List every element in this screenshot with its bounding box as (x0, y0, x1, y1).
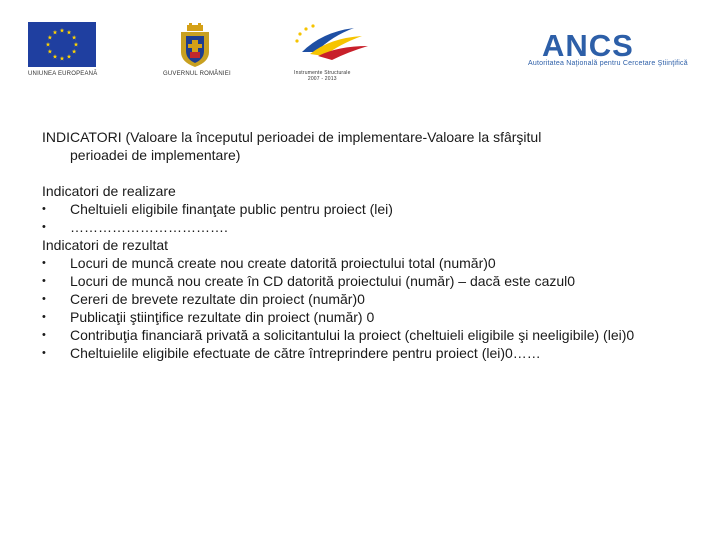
bullet-icon: • (42, 257, 46, 269)
eu-flag-icon (28, 22, 96, 67)
list-item (42, 290, 692, 308)
list-item-text: Locuri de muncă create nou create datorită proiectului total (număr)0 (70, 255, 496, 271)
realizare-heading: Indicatori de realizare (42, 183, 176, 199)
rezultat-heading: Indicatori de rezultat (42, 237, 169, 253)
list-item-text: Cheltuielile eligibile efectuate de către întreprindere pentru proiect (lei)0…… (70, 345, 541, 361)
ro-caption-line1: Instrumente Structurale (294, 70, 351, 76)
list-item (42, 200, 692, 218)
list-item (42, 344, 692, 362)
list-item-text: Publicaţii ştiinţifice rezultate din proiect (număr) 0 (70, 309, 375, 325)
bullet-icon: • (42, 311, 46, 323)
list-item (42, 272, 692, 290)
ancs-caption: Autoritatea Naţională pentru Cercetare Ştiinţifică (528, 60, 688, 67)
bullet-icon: • (42, 347, 46, 359)
list-item (42, 308, 692, 326)
bullet-icon: • (42, 221, 46, 233)
ancs-logo (542, 30, 664, 60)
romanian-coat-of-arms-icon (178, 22, 212, 68)
list-item (42, 326, 692, 344)
list-item-text: Contribuţia financiară privată a solicitantului la proiect (cheltuieli eligibile şi neeligibile) (lei)0 (70, 327, 635, 343)
eu-caption: UNIUNEA EUROPEANĂ (28, 71, 98, 77)
title-line-2: perioadei de implementare) (70, 147, 241, 163)
spacer (42, 164, 692, 182)
ro-caption-line2: 2007 - 2013 (307, 76, 337, 82)
bullet-icon: • (42, 293, 46, 305)
list-item (42, 254, 692, 272)
list-item (42, 218, 692, 236)
title-line-1: INDICATORI (Valoare la începutul perioadei de implementare-Valoare la sfârşitul (42, 129, 542, 145)
bullet-icon: • (42, 203, 46, 215)
ancs-logo-text: ANCS (542, 30, 634, 60)
list-item-text: ……………………………. (70, 219, 228, 235)
list-item-text: Locuri de muncă nou create în CD datorită proiectului (număr) – dacă este cazul0 (70, 273, 576, 289)
bullet-icon: • (42, 329, 46, 341)
list-item-text: Cheltuieli eligibile finanţate public pentru proiect (lei) (70, 201, 393, 217)
bullet-icon: • (42, 275, 46, 287)
gov-caption: GUVERNUL ROMÂNIEI (163, 71, 231, 77)
logo-bar (0, 0, 720, 100)
ro-caption (294, 70, 351, 82)
structural-instruments-logo-icon (292, 22, 374, 68)
list-item-text: Cereri de brevete rezultate din proiect (număr)0 (70, 291, 365, 307)
document-body (42, 128, 692, 362)
